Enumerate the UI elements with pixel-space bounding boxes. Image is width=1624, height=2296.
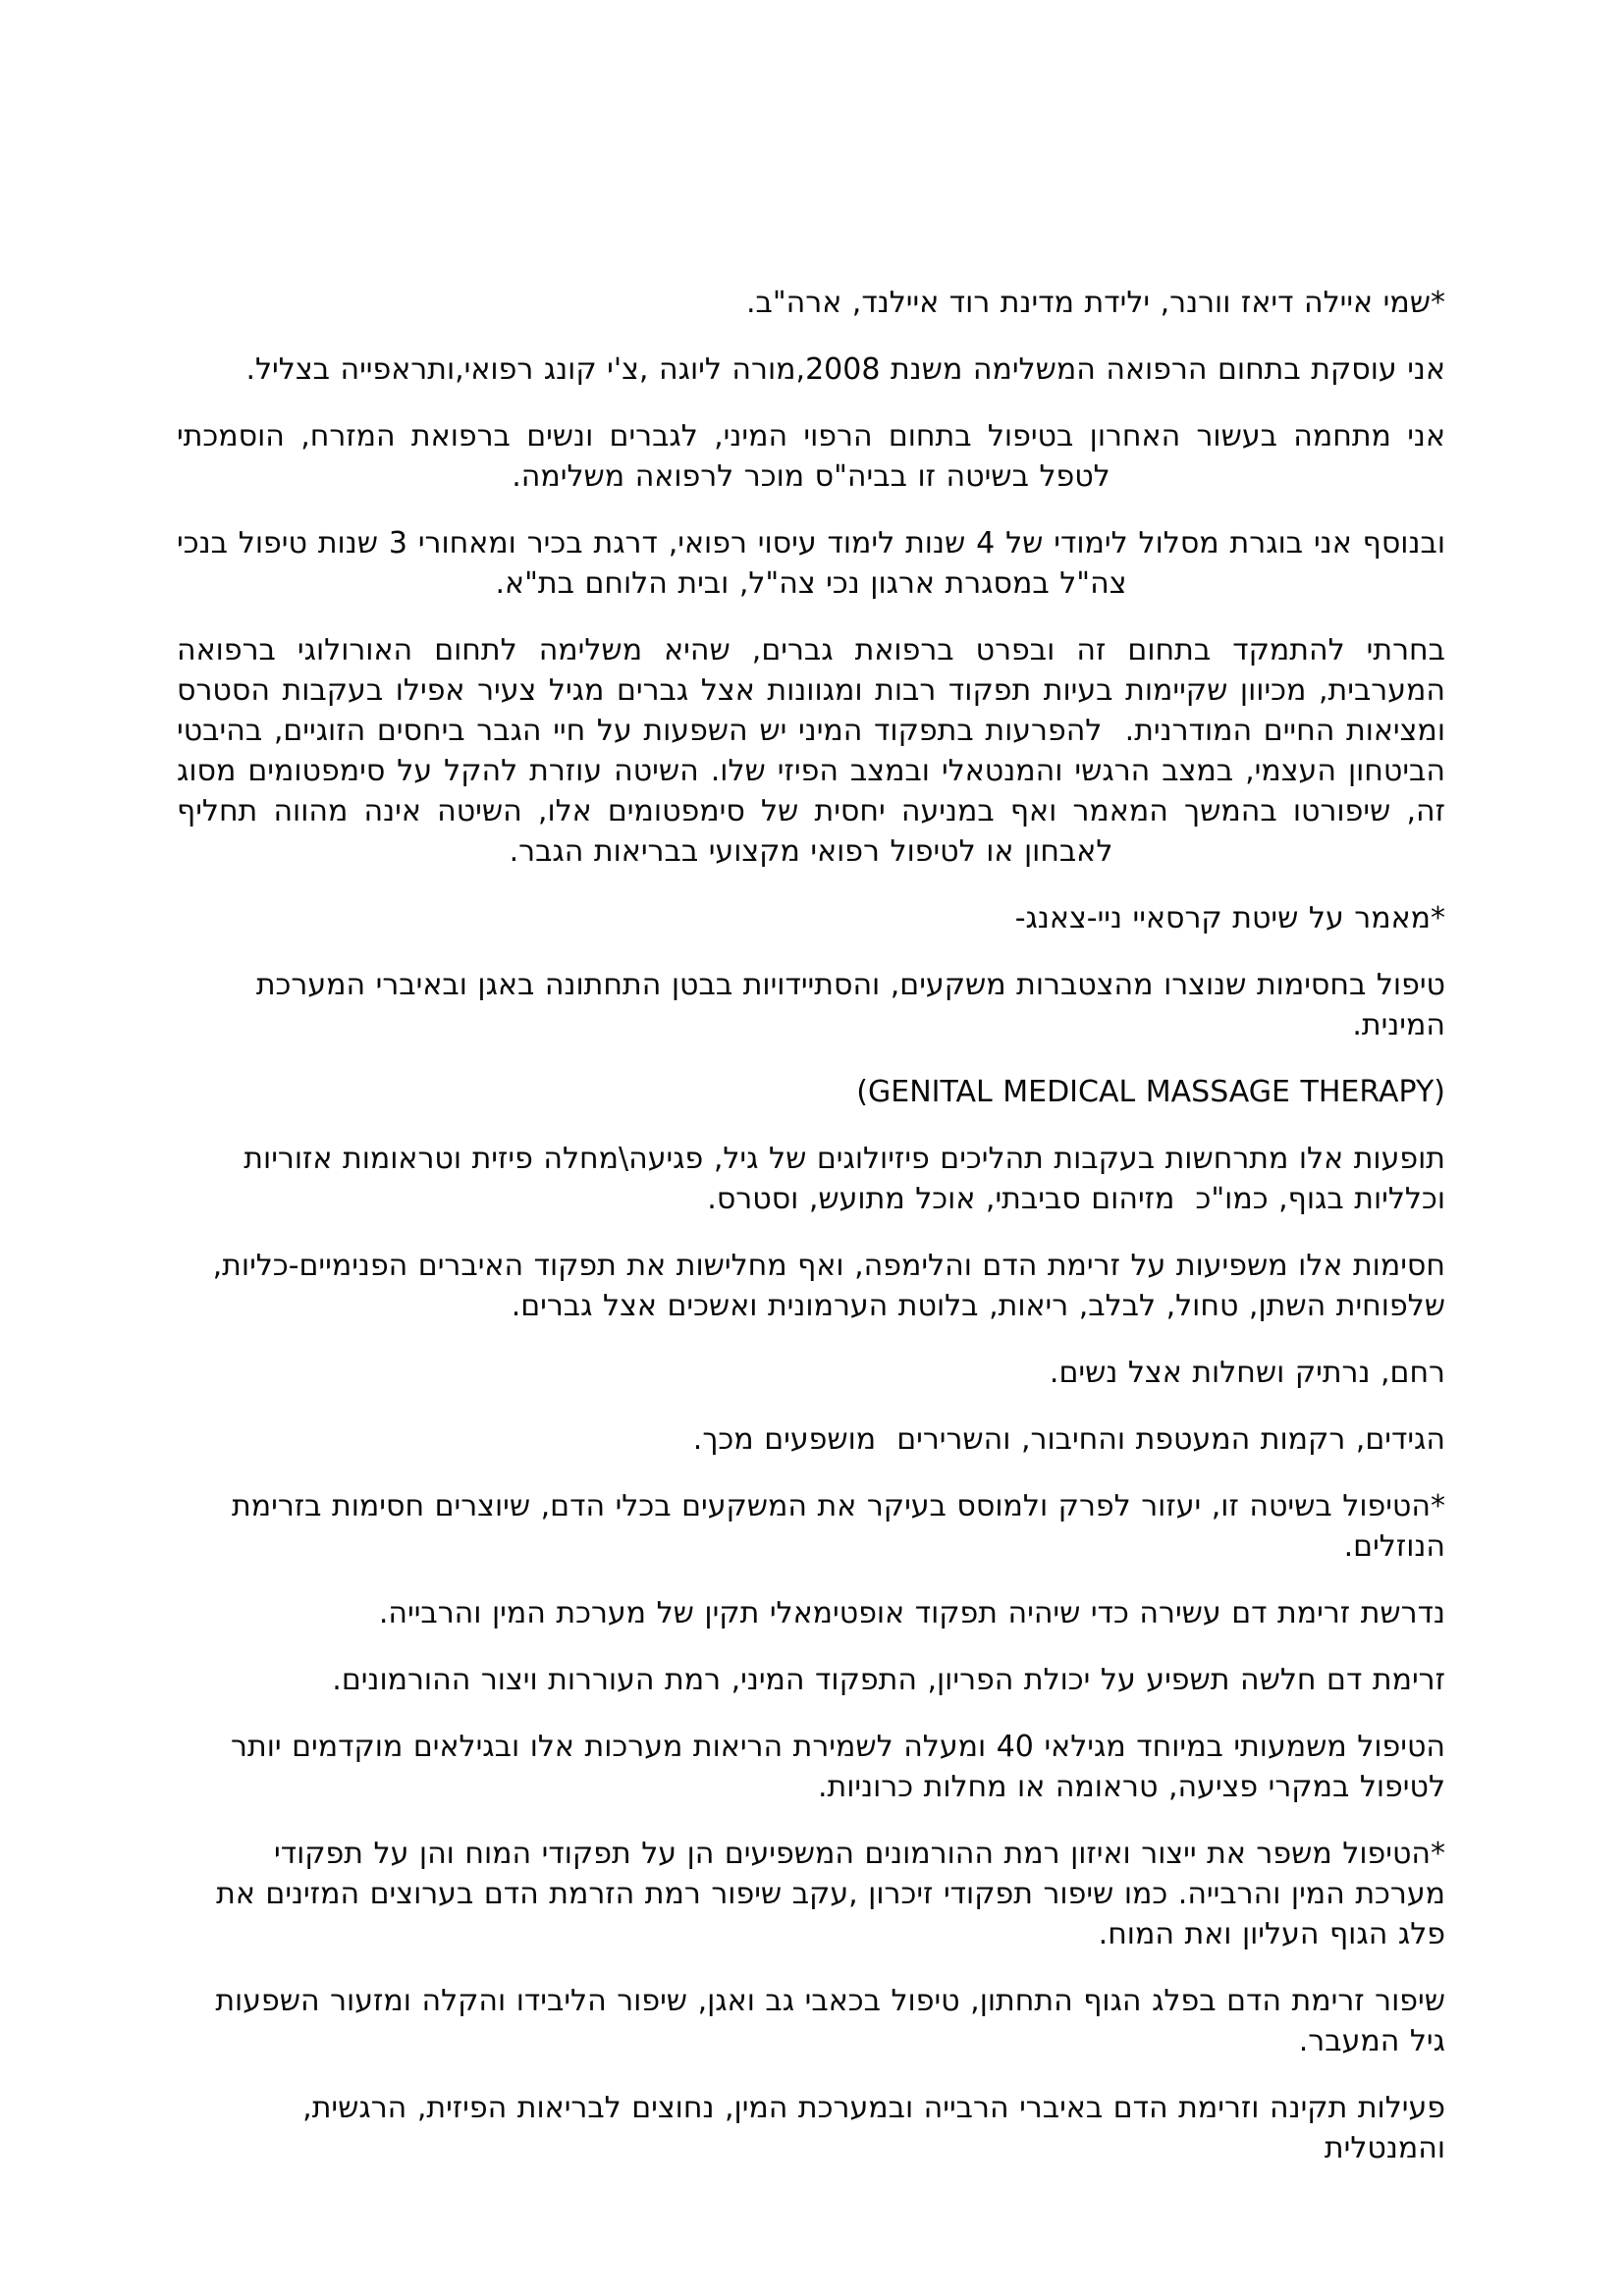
paragraph-hormone-balance: *הטיפול משפר את ייצור ואיזון רמת ההורמונים המשפיעים הן על תפקודי המוח והן על תפקודי מערכת המין והרבייה. כמו שיפור תפקודי זיכרון ,עקב שיפור רמת הזרמת הדם בערוצים המזינים את פלג הגוף העליון ואת המוח. <box>205 1837 1445 1951</box>
paragraph-blockages-effects: חסימות אלו משפיעות על זרימת הדם והלימפה, ואף מחלישות את תפקוד האיברים הפנימיים-כליות, שלפוחית השתן, טחול, לבלב, ריאות, בלוטת הערמונית ואשכים אצל גברים. <box>202 1249 1445 1323</box>
paragraph-focus-mens-health: בחרתי להתמקד בתחום זה ובפרט ברפואת גברים, שהיא משלימה לתחום האורולוגי ברפואה המערבית, מכיוון שקיימות בעיות תפקוד רבות ומגוונות אצל גברים מגיל צעיר אפילו בעקבות הסטרס ומציאות החיים המודרנית. להפרעות בתפקוד המיני יש השפעות על חיי הגבר ביחסים הזוגיים, בהיבטי הביטחון העצמי, במצב הרגשי והמנטאלי ובמצב הפיזי שלו. השיטה עוזרת להקל על סימפטומים מסוג זה, שיפורטו בהמשך המאמר ואף במניעה יחסית של סימפטומים אלו, השיטה אינה מהווה תחליף לאבחון או לטיפול רפואי מקצועי בבריאות הגבר. <box>166 633 1445 869</box>
paragraph-article-method-title: *מאמר על שיטת קרסאיי ניי-צאנג- <box>1014 901 1445 935</box>
paragraph-education: ובנוסף אני בוגרת מסלול לימודי של 4 שנות לימוד עיסוי רפואי, דרגת בכיר ומאחורי 3 שנות טיפול בנכי צה"ל במסגרת ארגון נכי צה"ל, ובית הלוחם בת"א. <box>166 526 1445 601</box>
paragraph-experience-since: אני עוסקת בתחום הרפואה המשלימה משנת 2008,מורה ליוגה ,צ'י קונג רפואי,ותראפייה בצליל. <box>245 352 1445 387</box>
paragraph-treatment-goal: *הטיפול בשיטה זו, יעזור לפרק ולמוסס בעיקר את המשקעים בכלי הדם, שיוצרים חסימות בזרימת הנוזלים. <box>221 1489 1445 1564</box>
paragraph-specialization: אני מתחמה בעשור האחרון בטיפול בתחום הרפוי המיני, לגברים ונשים ברפואת המזרח, הוסמכתי לטפל בשיטה זו בביה"ס מוכר לרפואה משלימה. <box>166 419 1445 494</box>
paragraph-closing-health: פעילות תקינה וזרימת הדם באיברי הרבייה ובמערכת המין, נחוצים לבריאות הפיזית, הרגשית, והמנטלית <box>292 2091 1445 2165</box>
paragraph-weak-blood-flow: זרימת דם חלשה תשפיע על יכולת הפריון, התפקוד המיני, רמת העוררות ויצור ההורמונים. <box>332 1663 1445 1697</box>
paragraph-causes: תופעות אלו מתרחשות בעקבות תהליכים פיזיולוגים של גיל, פגיעה\מחלה פיזית וטראומות אזוריות וכלליות בגוף, כמו"כ מזיהום סביבתי, אוכל מתועש, וסטרס. <box>233 1142 1445 1216</box>
paragraph-age-relevance: הטיפול משמעותי במיוחד מגילאי 40 ומעלה לשמירת הריאות מערכות אלו ובגילאים מוקדמים יותר לטיפול במקרי פציעה, טראומה או מחלות כרוניות. <box>220 1730 1445 1804</box>
paragraph-blood-flow-requirement: נדרשת זרימת דם עשירה כדי שיהיה תפקוד אופטימאלי תקין של מערכת המין והרבייה. <box>378 1596 1445 1630</box>
paragraph-tissues-affected: הגידים, רקמות המעטפת והחיבור, והשרירים מושפעים מכך. <box>692 1422 1445 1457</box>
paragraph-lower-body-benefits: שיפור זרימת הדם בפלג הגוף התחתון, טיפול בכאבי גב ואגן, שיפור הליבידו והקלה ומזעור השפעות גיל המעבר. <box>204 1984 1445 2058</box>
paragraph-treatment-description: טיפול בחסימות שנוצרו מהצטברות משקעים, והסתיידויות בבטן התחתונה באגן ובאיברי המערכת המינית. <box>245 968 1445 1042</box>
paragraph-women-organs: רחם, נרתיק ושחלות אצל נשים. <box>1049 1356 1445 1390</box>
paragraph-intro-name: *שמי איילה דיאז וורנר, ילידת מדינת רוד איילנד, ארה"ב. <box>746 286 1445 320</box>
paragraph-english-method-name: (GENITAL MEDICAL MASSAGE THERAPY) <box>856 1075 1445 1109</box>
